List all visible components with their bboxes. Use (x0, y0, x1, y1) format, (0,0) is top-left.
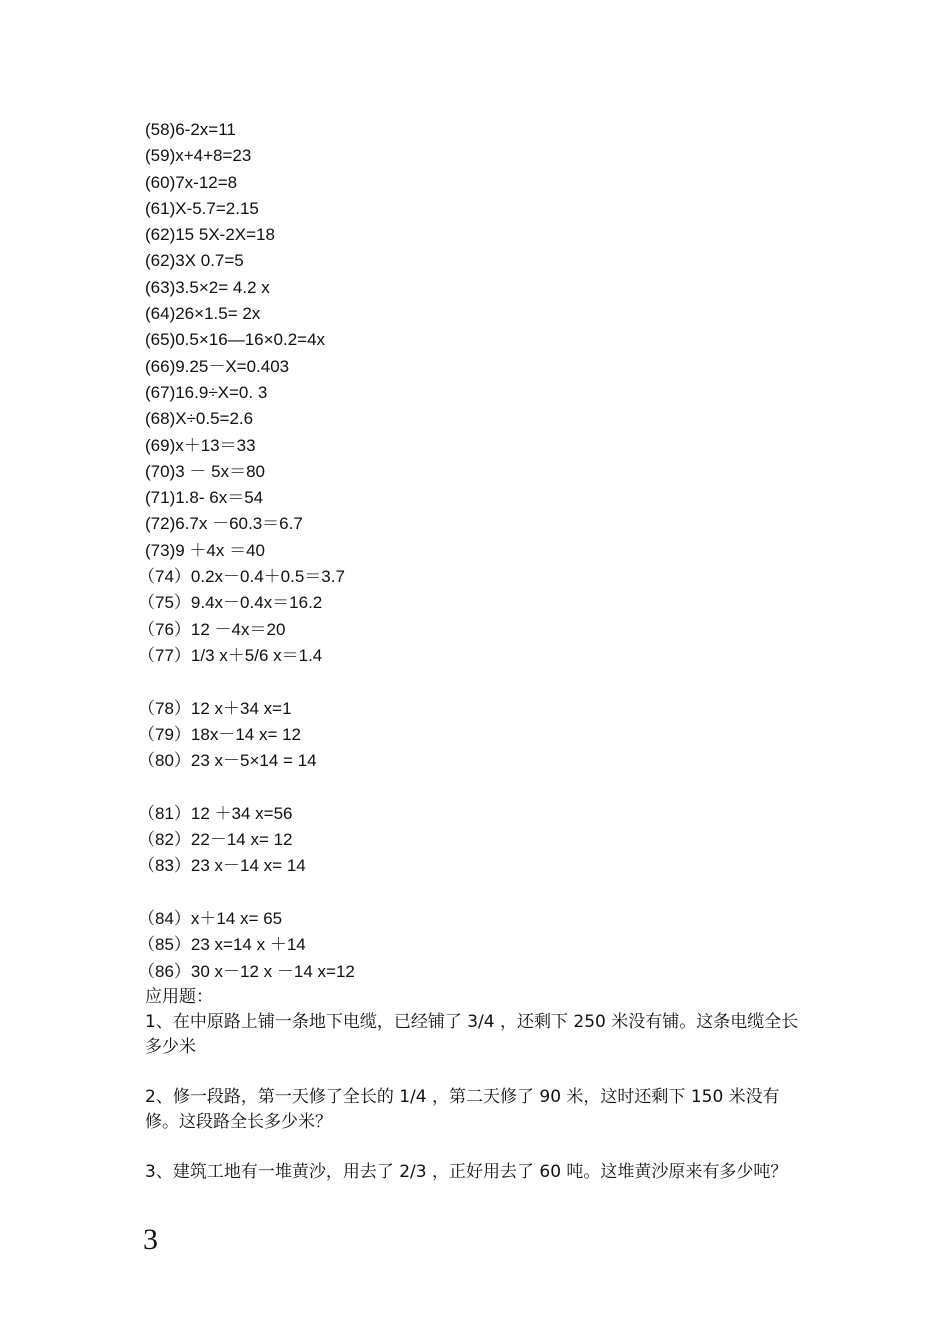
equation-line: (68)X÷0.5=2.6 (145, 409, 254, 429)
equation-list (138, 117, 825, 1185)
equation-line: (64)26×1.5= 2x (145, 304, 261, 324)
equation-line: (73)9 ＋4x ＝40 (145, 540, 265, 560)
equation-line: （84）x＋14 x= 65 (138, 908, 283, 928)
equation-line: （77）1/3 x＋5/6 x＝1.4 (138, 645, 323, 665)
equation-line: (72)6.7x －60.3＝6.7 (145, 514, 303, 534)
equation-line: (62)3X 0.7=5 (145, 251, 244, 271)
page-number: 3 (143, 1223, 158, 1256)
equation-line: （74）0.2x－0.4＋0.5＝3.7 (138, 567, 345, 587)
equation-line: （75）9.4x－0.4x＝16.2 (138, 593, 323, 613)
equation-line: （78）12 x＋34 x=1 (138, 698, 292, 718)
equation-line: (65)0.5×16—16×0.2=4x (145, 330, 326, 350)
equation-line: （76）12 －4x＝20 (138, 619, 286, 639)
word-problem: 1、在中原路上铺一条地下电缆，已经铺了 3/4 ，还剩下 250 米没有铺。这条电缆全长多少米 (145, 1011, 799, 1057)
equation-line: （79）18x－14 x= 12 (138, 724, 302, 744)
equation-line: （85）23 x=14 x ＋14 (138, 935, 306, 955)
equation-line: (66)9.25－X=0.403 (145, 356, 290, 376)
word-problem: 3、建筑工地有一堆黄沙，用去了 2/3 ，正好用去了 60 吨。这堆黄沙原来有多少吨？ (145, 1161, 788, 1182)
equation-line: (69)x＋13＝33 (145, 435, 256, 455)
word-problem: 2、修一段路，第一天修了全长的 1/4 ，第二天修了 90 米，这时还剩下 150 米没有修。这段路全长多少米？ (145, 1086, 780, 1132)
equation-line: (71)1.8- 6x＝54 (145, 488, 264, 508)
equation-line: （82）22－14 x= 12 (138, 830, 293, 850)
equation-line: (58)6-2x=11 (145, 120, 236, 139)
equation-line: (70)3 － 5x＝80 (145, 461, 265, 481)
equation-line: （81）12 ＋34 x=56 (138, 803, 293, 823)
section-title: 应用题： (145, 986, 213, 1007)
equation-line: （86）30 x－12 x －14 x=12 (138, 961, 355, 981)
equation-line: (63)3.5×2= 4.2 x (145, 277, 270, 297)
equation-line: (60)7x-12=8 (145, 172, 238, 192)
equation-line: （83）23 x－14 x= 14 (138, 856, 306, 876)
equation-line: (61)X-5.7=2.15 (145, 198, 259, 218)
equation-line: （80）23 x－5×14 = 14 (138, 751, 317, 771)
equation-line: (62)15 5X-2X=18 (145, 225, 275, 245)
equation-line: (67)16.9÷X=0. 3 (145, 382, 268, 402)
equation-line: (59)x+4+8=23 (145, 146, 252, 166)
